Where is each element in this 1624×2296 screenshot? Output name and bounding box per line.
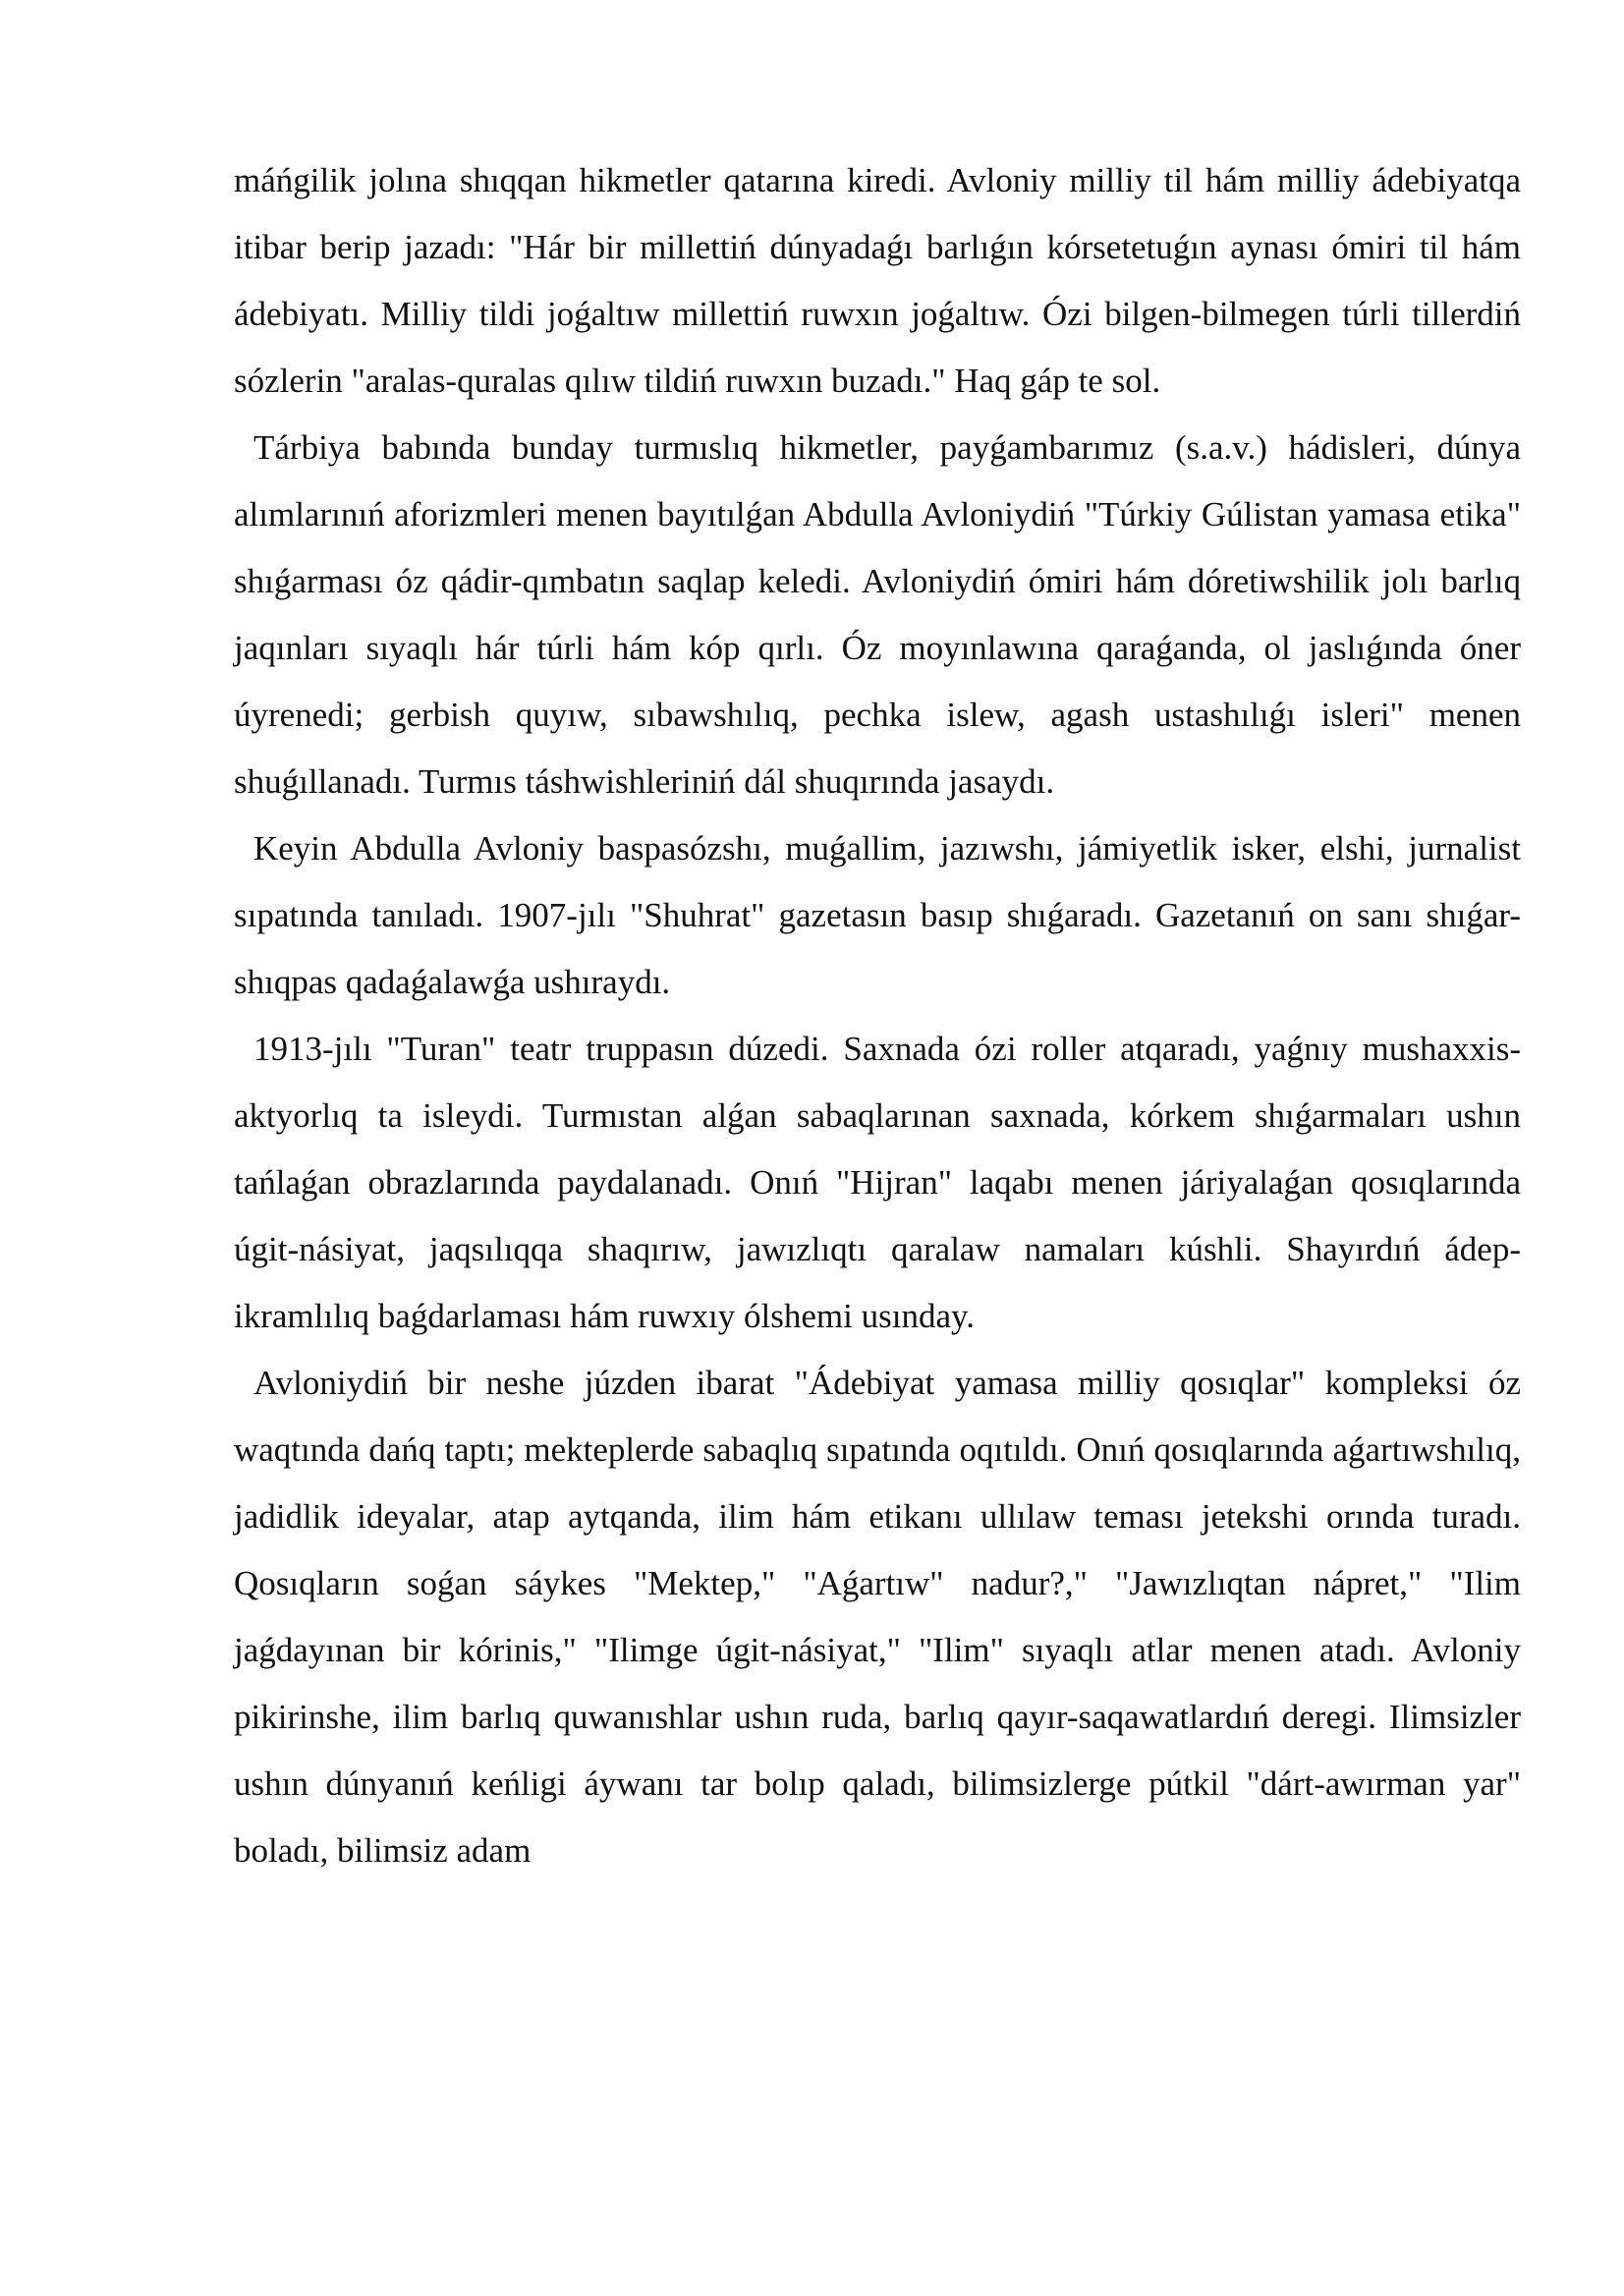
paragraph-2: Tárbiya babında bunday turmıslıq hikmetler, payǵambarımız (s.a.v.) hádisleri, dúnya alımlarınıń aforizmleri menen bayıtılǵan Abdulla Avloniydiń "Túrkiy Gúlistan yamasa etika" shıǵarması óz qádir-qımbatın saqlap keledi. Avloniydiń ómiri hám dóretiwshilik jolı barlıq jaqınları sıyaqlı hár túrli hám kóp qırlı. Óz moyınlawına qaraǵanda, ol jaslıǵında óner úyrenedi; gerbish quyıw, sıbawshılıq, pechka islew, agash ustashılıǵı isleri" menen shuǵıllanadı. Turmıs táshwishleriniń dál shuqırında jasaydı.	[234, 428, 1521, 801]
paragraph-3: Keyin Abdulla Avloniy baspasózshı, muǵallim, jazıwshı, jámiyetlik isker, elshi, jurnalist sıpatında tanıladı. 1907-jılı "Shuhrat" gazetasın basıp shıǵaradı. Gazetanıń on sanı shıǵar-shıqpas qadaǵalawǵa ushıraydı.	[234, 829, 1521, 1001]
document-page	[234, 147, 1521, 1884]
paragraph-4: 1913-jılı "Turan" teatr truppasın dúzedi. Saxnada ózi roller atqaradı, yaǵnıy mushaxxis-aktyorlıq ta isleydi. Turmıstan alǵan sabaqlarınan saxnada, kórkem shıǵarmaları ushın tańlaǵan obrazlarında paydalanadı. Onıń "Hijran" laqabı menen járiyalaǵan qosıqlarında úgit-násiyat, jaqsılıqqa shaqırıw, jawızlıqtı qaralaw namaları kúshli. Shayırdıń ádep-ikramlılıq baǵdarlaması hám ruwxıy ólshemi usınday.	[234, 1030, 1521, 1335]
paragraph-1: máńgilik jolına shıqqan hikmetler qatarına kiredi. Avloniy milliy til hám milliy ádebiyatqa itibar berip jazadı: "Hár bir millettiń dúnyadaǵı barlıǵın kórsetetuǵın aynası ómiri til hám ádebiyatı. Milliy tildi joǵaltıw millettiń ruwxın joǵaltıw. Ózi bilgen-bilmegen túrli tillerdiń sózlerin "aralas-quralas qılıw tildiń ruwxın buzadı." Haq gáp te sol.	[234, 161, 1521, 400]
paragraph-5: Avloniydiń bir neshe júzden ibarat "Ádebiyat yamasa milliy qosıqlar" kompleksi óz waqtında dańq taptı; mekteplerde sabaqlıq sıpatında oqıtıldı. Onıń qosıqlarında aǵartıwshılıq, jadidlik ideyalar, atap aytqanda, ilim hám etikanı ullılaw teması jetekshi orında turadı. Qosıqların soǵan sáykes "Mektep," "Aǵartıw" nadur?," "Jawızlıqtan nápret," "Ilim jaǵdayınan bir kórinis," "Ilimge úgit-násiyat," "Ilim" sıyaqlı atlar menen atadı. Avloniy pikirinshe, ilim barlıq quwanıshlar ushın ruda, barlıq qayır-saqawatlardıń deregi. Ilimsizler ushın dúnyanıń keńligi áywanı tar bolıp qaladı, bilimsizlerge pútkil "dárt-awırman yar" boladı, bilimsiz adam	[234, 1364, 1521, 1870]
